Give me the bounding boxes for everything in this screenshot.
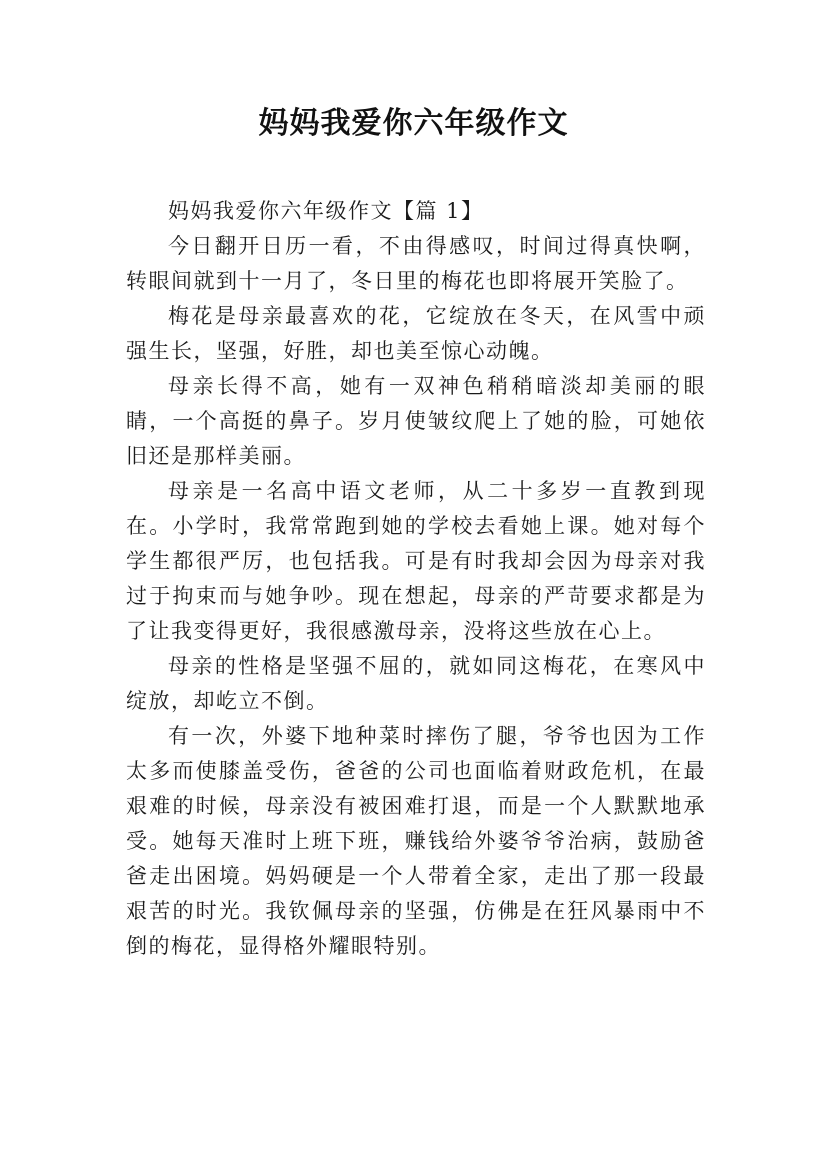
paragraph: 母亲的性格是坚强不屈的，就如同这梅花，在寒风中绽放，却屹立不倒。 [126, 654, 706, 713]
paragraph: 梅花是母亲最喜欢的花，它绽放在冬天，在风雪中顽强生长，坚强，好胜，却也美至惊心动魄。 [126, 304, 706, 363]
paragraph: 母亲长得不高，她有一双神色稍稍暗淡却美丽的眼睛，一个高挺的鼻子。岁月使皱纹爬上了她的脸，可她依旧还是那样美丽。 [126, 374, 706, 468]
paragraph: 今日翻开日历一看，不由得感叹，时间过得真快啊，转眼间就到十一月了，冬日里的梅花也即将展开笑脸了。 [126, 234, 706, 293]
document-title: 妈妈我爱你六年级作文 [258, 106, 569, 141]
paragraph: 有一次，外婆下地种菜时摔伤了腿，爷爷也因为工作太多而使膝盖受伤，爸爸的公司也面临着财政危机，在最艰难的时候，母亲没有被困难打退，而是一个人默默地承受。她每天准时上班下班，赚钱给外婆爷爷治病，鼓励爸爸走出困境。妈妈硬是一个人带着全家，走出了那一段最艰苦的时光。我钦佩母亲的坚强，仿佛是在狂风暴雨中不倒的梅花，显得格外耀眼特别。 [126, 724, 706, 958]
document-body [126, 194, 706, 964]
section-heading: 妈妈我爱你六年级作文【篇 1】 [168, 199, 484, 223]
paragraph: 母亲是一名高中语文老师，从二十多岁一直教到现在。小学时，我常常跑到她的学校去看她上课。她对每个学生都很严厉，也包括我。可是有时我却会因为母亲对我过于拘束而与她争吵。现在想起，母亲的严苛要求都是为了让我变得更好，我很感激母亲，没将这些放在心上。 [126, 479, 706, 643]
